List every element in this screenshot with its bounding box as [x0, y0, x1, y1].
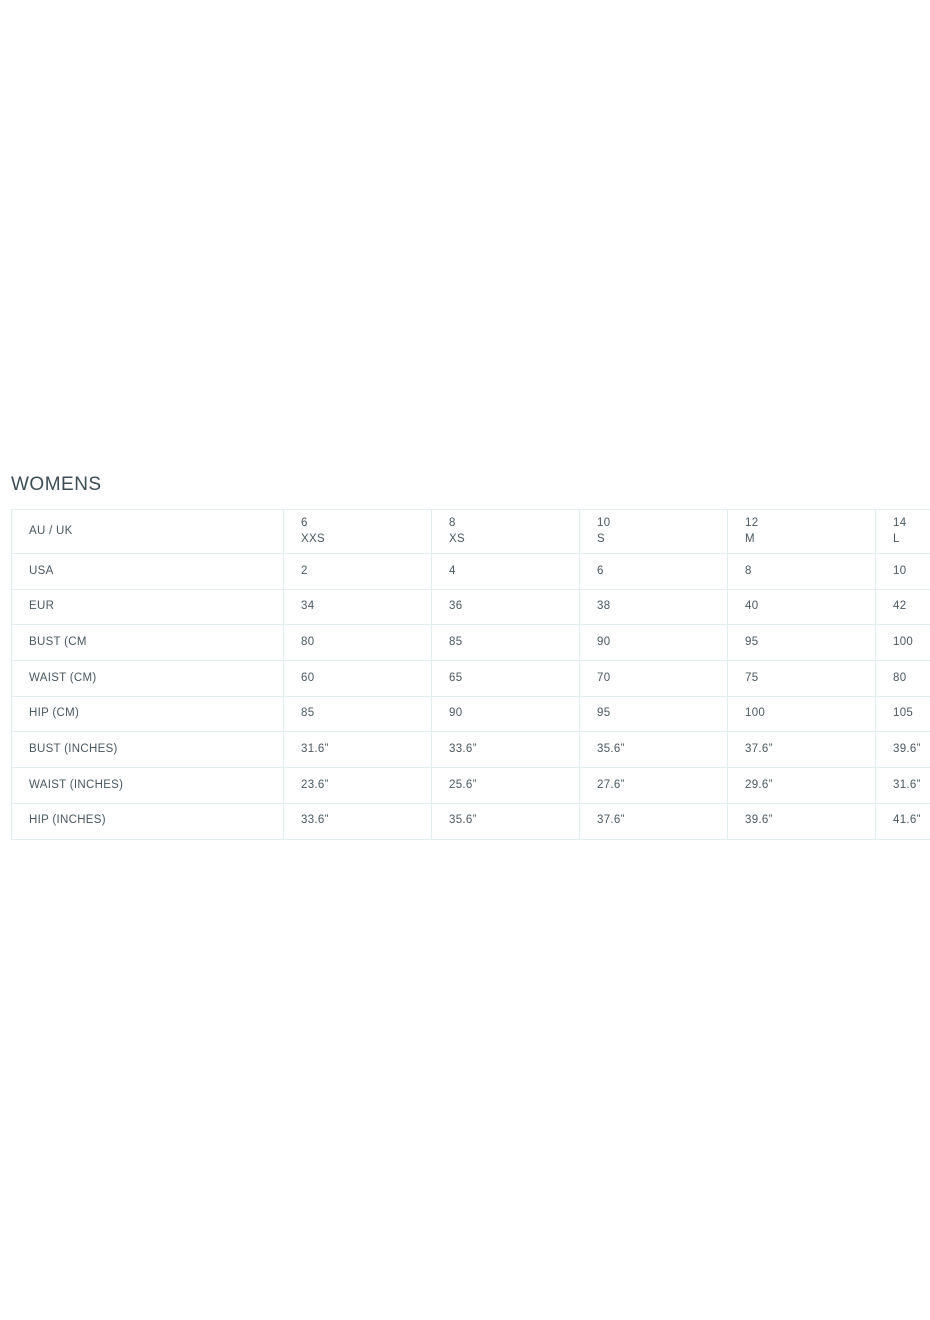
row-value: 33.6” — [432, 732, 580, 768]
row-value: 100 — [876, 625, 930, 661]
row-value: 80 — [284, 625, 432, 661]
row-value: 25.6” — [432, 768, 580, 804]
table-header-row — [12, 510, 930, 554]
row-value: 70 — [580, 661, 728, 697]
table-row — [12, 661, 930, 697]
row-value: 39.6” — [876, 732, 930, 768]
header-size-letter: S — [597, 532, 605, 545]
table-row — [12, 554, 930, 590]
table-row — [12, 732, 930, 768]
row-value: 27.6” — [580, 768, 728, 804]
header-cell-size — [580, 510, 728, 554]
header-size-letter: M — [745, 532, 755, 545]
row-value: 60 — [284, 661, 432, 697]
row-value: 40 — [728, 589, 876, 625]
row-value: 39.6” — [728, 803, 876, 839]
row-value: 33.6” — [284, 803, 432, 839]
row-value: 38 — [580, 589, 728, 625]
row-value: 80 — [876, 661, 930, 697]
row-value: 85 — [432, 625, 580, 661]
header-size-letter: XXS — [301, 532, 325, 545]
header-size-number: 12 — [745, 516, 759, 529]
row-label: BUST (CM — [12, 625, 284, 661]
table-row — [12, 696, 930, 732]
header-cell-size — [432, 510, 580, 554]
row-value: 10 — [876, 554, 930, 590]
row-value: 6 — [580, 554, 728, 590]
row-label: WAIST (INCHES) — [12, 768, 284, 804]
header-size-number: 10 — [597, 516, 611, 529]
row-value: 75 — [728, 661, 876, 697]
size-chart-table-wrapper — [11, 509, 921, 840]
row-label: HIP (CM) — [12, 696, 284, 732]
header-size-letter: XS — [449, 532, 465, 545]
row-value: 90 — [580, 625, 728, 661]
header-cell-size — [876, 510, 930, 554]
header-cell-size — [728, 510, 876, 554]
row-label: BUST (INCHES) — [12, 732, 284, 768]
row-value: 95 — [728, 625, 876, 661]
row-value: 95 — [580, 696, 728, 732]
table-row — [12, 589, 930, 625]
row-value: 35.6” — [432, 803, 580, 839]
row-value: 36 — [432, 589, 580, 625]
table-row — [12, 803, 930, 839]
row-label: USA — [12, 554, 284, 590]
row-value: 23.6” — [284, 768, 432, 804]
size-chart-table — [11, 509, 930, 840]
row-value: 34 — [284, 589, 432, 625]
row-value: 41.6” — [876, 803, 930, 839]
row-value: 85 — [284, 696, 432, 732]
row-value: 4 — [432, 554, 580, 590]
header-size-number: 14 — [893, 516, 907, 529]
row-value: 90 — [432, 696, 580, 732]
header-size-letter: L — [893, 532, 900, 545]
header-cell-label: AU / UK — [12, 510, 284, 554]
row-label: WAIST (CM) — [12, 661, 284, 697]
row-value: 8 — [728, 554, 876, 590]
row-value: 35.6” — [580, 732, 728, 768]
row-value: 65 — [432, 661, 580, 697]
row-value: 100 — [728, 696, 876, 732]
row-value: 37.6” — [580, 803, 728, 839]
page-title: WOMENS — [11, 474, 102, 495]
row-value: 42 — [876, 589, 930, 625]
row-value: 37.6” — [728, 732, 876, 768]
row-value: 105 — [876, 696, 930, 732]
header-cell-size — [284, 510, 432, 554]
row-label: EUR — [12, 589, 284, 625]
table-row — [12, 625, 930, 661]
header-size-number: 6 — [301, 516, 308, 529]
row-value: 31.6” — [876, 768, 930, 804]
row-value: 31.6” — [284, 732, 432, 768]
row-value: 2 — [284, 554, 432, 590]
row-value: 29.6” — [728, 768, 876, 804]
header-size-number: 8 — [449, 516, 456, 529]
table-row — [12, 768, 930, 804]
row-label: HIP (INCHES) — [12, 803, 284, 839]
